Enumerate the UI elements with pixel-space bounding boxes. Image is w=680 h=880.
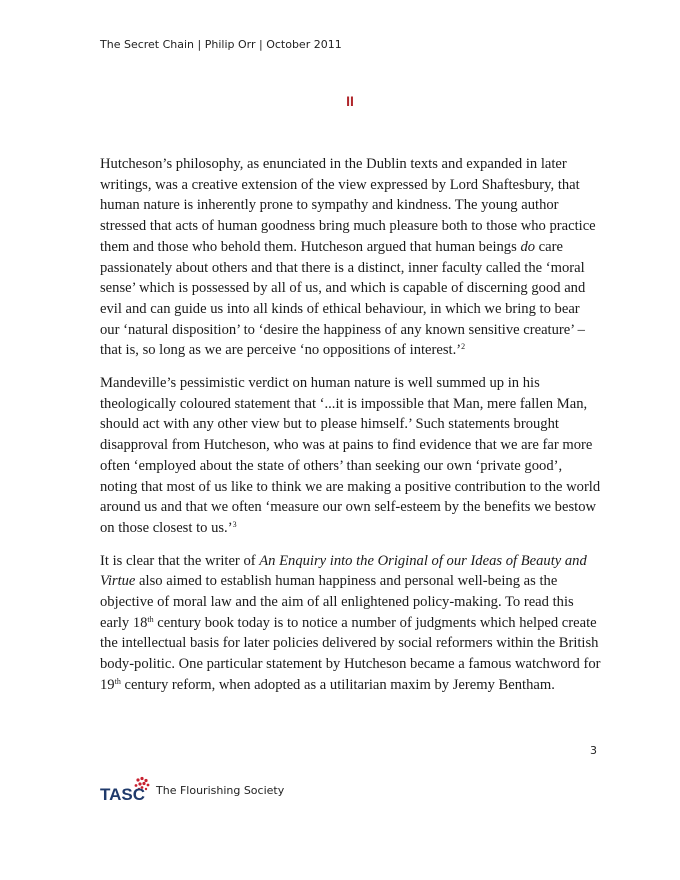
section-numeral: II <box>346 93 354 109</box>
paragraph-1 <box>100 154 602 361</box>
paragraph-2 <box>100 373 602 539</box>
p1-text-b: care passionately about others and that there is a distinct, inner faculty called the ‘moral sense’ which is possessed by all of us, and which is capable of discerning good and evil and can guide us into all kinds of ethical behaviour, in which we bring to bear our ‘natural disposition’ to ‘desire the happiness of any known sensitive creature’ – that is, so long as we are perceive ‘no oppositions of interest.’ <box>100 238 586 359</box>
ordinal-suffix: th <box>147 614 154 624</box>
p2-text: Mandeville’s pessimistic verdict on human nature is well summed up in his theologically coloured statement that ‘...it is impossible that Man, mere fallen Man, should act with any other view but to please himself.’ Such statements brought disapproval from Hutcheson, who was at pains to find evidence that we are far more often ‘employed about the state of others’ than seeking our own ‘private good’, noting that most of us like to think we are making a positive contribution to the world around us and that we often ‘measure our own self-esteem by the benefits we bestow on those closest to us.’ <box>100 375 601 536</box>
logo-text: TASC <box>100 785 146 802</box>
page-number: 3 <box>590 744 597 757</box>
running-header: The Secret Chain | Philip Orr | October 2011 <box>100 38 342 51</box>
p3-text-d: century reform, when adopted as a utilitarian maxim by Jeremy Bentham. <box>120 676 555 693</box>
p1-text-a: Hutcheson’s philosophy, as enunciated in the Dublin texts and expanded in later writings, was a creative extension of the view expressed by Lord Shaftesbury, that human nature is inherently prone to sympathy and kindness. The young author stressed that acts of human goodness bring much pleasure both to those who practice them and those who behold them. Hutcheson argued that human beings <box>100 156 596 255</box>
footnote-ref-2[interactable]: 2 <box>461 342 466 352</box>
ordinal-suffix: th <box>114 676 121 686</box>
tasc-logo <box>100 776 154 802</box>
p3-text-b: also aimed to establish human happiness and personal well-being as the objective of moral law and the aim of all enlightened policy-making. To read this early 18 <box>100 573 574 631</box>
footnote-ref-3[interactable]: 3 <box>232 519 237 529</box>
book-title: An Enquiry into the Original of our Ideas of Beauty and Virtue <box>100 552 587 590</box>
p3-text-a: It is clear that the writer of <box>100 552 260 569</box>
footer-tagline: The Flourishing Society <box>156 784 285 797</box>
footer <box>100 770 350 804</box>
paragraph-3 <box>100 551 602 696</box>
p3-text-c: century book today is to notice a number of judgments which helped create the intellectual basis for later policies delivered by social reformers within the British body-politic. One particular statement by Hutcheson became a famous watchword for 19 <box>100 614 601 693</box>
body-text <box>100 154 602 708</box>
p1-emphasis: do <box>520 238 536 255</box>
